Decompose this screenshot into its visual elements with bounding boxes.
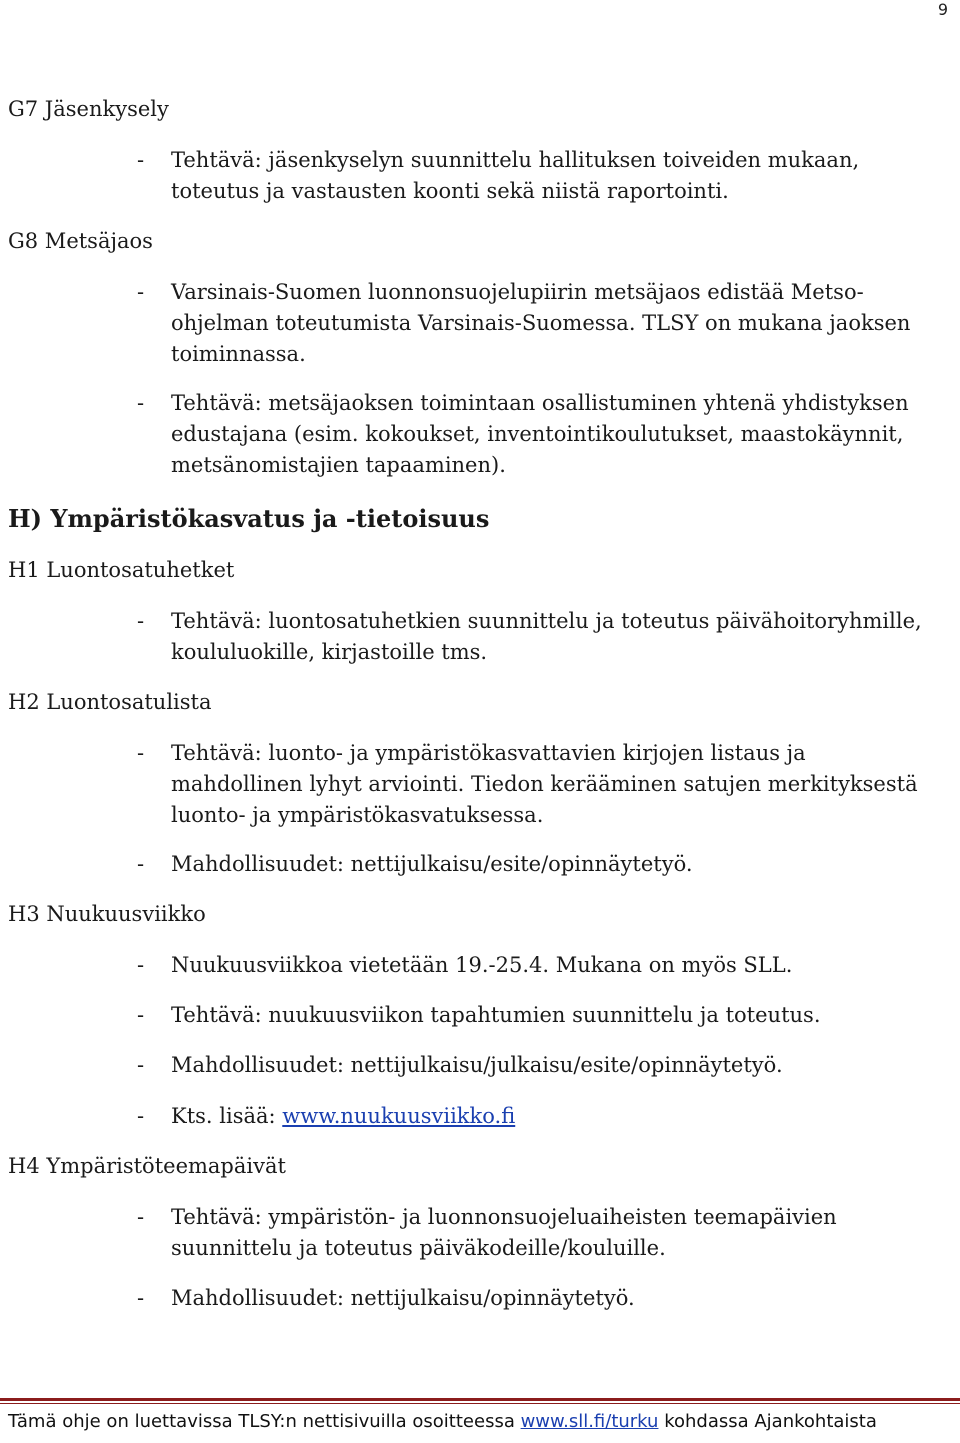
list-item-text: Mahdollisuudet: nettijulkaisu/esite/opinnäytetyö. xyxy=(171,852,693,876)
footer-divider xyxy=(0,1398,960,1401)
dash: - xyxy=(137,280,145,304)
list-item-text: Tehtävä: jäsenkyselyn suunnittelu hallituksen toiveiden mukaan, toteutus ja vastausten koonti sekä niistä raportointi. xyxy=(171,148,860,203)
dash: - xyxy=(137,852,145,876)
heading-h2: H2 Luontosatulista xyxy=(8,690,212,714)
link-prefix: Kts. lisää: xyxy=(171,1104,283,1128)
list-item xyxy=(137,1283,937,1314)
list-item-text: Nuukuusviikkoa vietetään 19.-25.4. Mukana on myös SLL. xyxy=(171,953,793,977)
list-item-text: Mahdollisuudet: nettijulkaisu/opinnäytetyö. xyxy=(171,1286,635,1310)
dash: - xyxy=(137,148,145,172)
heading-h4: H4 Ympäristöteemapäivät xyxy=(8,1154,286,1178)
list-item xyxy=(137,145,937,207)
heading-h3: H3 Nuukuusviikko xyxy=(8,902,206,926)
heading-g8: G8 Metsäjaos xyxy=(8,229,153,253)
list-item-text: Tehtävä: luonto- ja ympäristökasvattavien kirjojen listaus ja mahdollinen lyhyt arviointi. Tiedon kerääminen satujen merkityksestä luonto- ja ympäristökasvatuksessa. xyxy=(171,741,918,827)
footer-text-after: kohdassa Ajankohtaista xyxy=(658,1411,877,1432)
dash: - xyxy=(137,953,145,977)
heading-g7: G7 Jäsenkysely xyxy=(8,97,169,121)
heading-h1: H1 Luontosatuhetket xyxy=(8,558,235,582)
list-item-text xyxy=(171,1101,937,1132)
list-item xyxy=(137,388,937,481)
footer-link[interactable]: www.sll.fi/turku xyxy=(520,1411,659,1432)
list-item xyxy=(137,1202,937,1264)
footer-text-before: Tämä ohje on luettavissa TLSY:n nettisivuilla osoitteessa xyxy=(8,1411,521,1432)
dash: - xyxy=(137,609,145,633)
list-item xyxy=(137,950,937,981)
list-item-text: Tehtävä: nuukuusviikon tapahtumien suunnittelu ja toteutus. xyxy=(171,1003,821,1027)
section-heading-h: H) Ympäristökasvatus ja -tietoisuus xyxy=(8,504,490,533)
page-number: 9 xyxy=(937,0,948,19)
list-item xyxy=(137,606,937,668)
list-item-text: Mahdollisuudet: nettijulkaisu/julkaisu/esite/opinnäytetyö. xyxy=(171,1053,783,1077)
list-item xyxy=(137,277,937,370)
dash: - xyxy=(137,741,145,765)
list-item xyxy=(137,1101,937,1132)
dash: - xyxy=(137,1205,145,1229)
list-item-text: Tehtävä: luontosatuhetkien suunnittelu ja toteutus päivähoitoryhmille, koululuokille, kirjastoille tms. xyxy=(171,609,922,664)
dash: - xyxy=(137,1003,145,1027)
list-item xyxy=(137,1050,937,1081)
list-item xyxy=(137,1000,937,1031)
list-item-text: Varsinais-Suomen luonnonsuojelupiirin metsäjaos edistää Metso-ohjelman toteutumista Varsinais-Suomessa. TLSY on mukana jaoksen toiminnassa. xyxy=(171,280,911,366)
list-item-text: Tehtävä: metsäjaoksen toimintaan osallistuminen yhtenä yhdistyksen edustajana (esim. kokoukset, inventointikoulutukset, maastokäynnit, metsänomistajien tapaaminen). xyxy=(171,391,909,477)
list-item xyxy=(137,738,937,831)
dash: - xyxy=(137,1104,145,1128)
dash: - xyxy=(137,1053,145,1077)
footer-divider-thin xyxy=(0,1403,960,1404)
nuukuusviikko-link[interactable]: www.nuukuusviikko.fi xyxy=(282,1104,516,1128)
list-item xyxy=(137,849,937,880)
footer xyxy=(8,1411,877,1432)
list-item-text: Tehtävä: ympäristön- ja luonnonsuojeluaiheisten teemapäivien suunnittelu ja toteutus päiväkodeille/kouluille. xyxy=(171,1205,837,1260)
dash: - xyxy=(137,1286,145,1310)
dash: - xyxy=(137,391,145,415)
